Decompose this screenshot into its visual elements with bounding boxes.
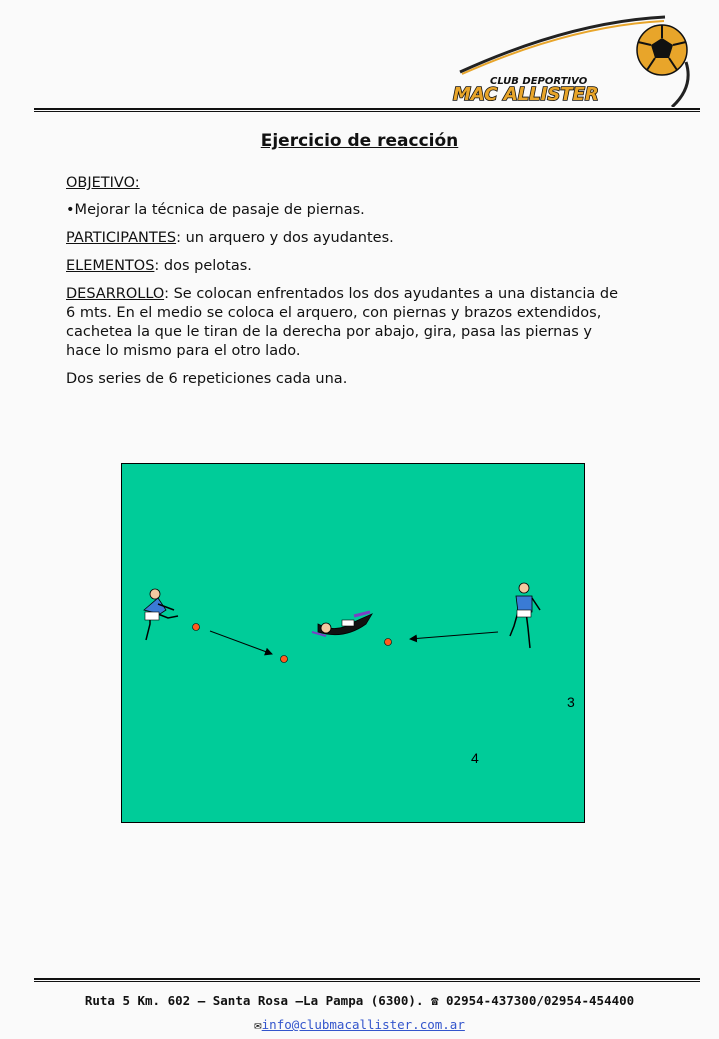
left-helper-figure xyxy=(144,589,178,640)
objetivo-item: •Mejorar la técnica de pasaje de piernas. xyxy=(66,202,365,218)
goalkeeper-figure xyxy=(312,612,372,636)
ball xyxy=(281,656,288,663)
left-pass-arrow xyxy=(210,631,272,654)
page-title: Ejercicio de reacción xyxy=(260,131,459,151)
desarrollo-colon: : xyxy=(164,286,169,302)
participantes-text: un arquero y dos ayudantes. xyxy=(181,230,394,246)
exercise-diagram xyxy=(121,463,585,823)
elementos-colon: : xyxy=(154,258,160,274)
email-link[interactable]: info@clubmacallister.com.ar xyxy=(261,1017,465,1032)
elementos-label: ELEMENTOS xyxy=(66,258,155,274)
participantes-label: PARTICIPANTES xyxy=(66,230,177,246)
participantes-colon: : xyxy=(176,230,181,246)
diagram-label-4: 4 xyxy=(471,750,479,766)
mail-icon: ✉ xyxy=(254,1017,262,1032)
elementos-text: dos pelotas. xyxy=(159,258,252,274)
ball xyxy=(385,639,392,646)
club-logo xyxy=(450,12,710,107)
footer-rule xyxy=(34,978,700,983)
desarrollo-text: Se colocan enfrentados los dos ayudantes a una distancia de 6 mts. En el medio se coloca el arquero, con piernas y brazos extendidos, cachetea la que le tiran de la derecha por abajo, gira, pasa las piernas y hace lo mismo para el otro lado. xyxy=(66,286,619,359)
objetivo-label: OBJETIVO: xyxy=(66,175,140,191)
desarrollo-label: DESARROLLO xyxy=(66,286,165,302)
right-helper-figure xyxy=(510,583,540,648)
header-rule xyxy=(34,108,700,113)
logo-club-line2: MAC ALLISTER xyxy=(453,84,599,105)
diagram-label-3: 3 xyxy=(567,694,575,710)
series-text: Dos series de 6 repeticiones cada una. xyxy=(66,371,348,387)
exercise-description xyxy=(66,174,626,398)
ball xyxy=(193,624,200,631)
footer-email-line xyxy=(0,1017,719,1032)
footer-address: Ruta 5 Km. 602 – Santa Rosa –La Pampa (6300). ☎ 02954-437300/02954-454400 xyxy=(84,993,635,1008)
logo-club-line1: CLUB DEPORTIVO xyxy=(490,76,588,87)
right-pass-arrow xyxy=(410,632,498,639)
